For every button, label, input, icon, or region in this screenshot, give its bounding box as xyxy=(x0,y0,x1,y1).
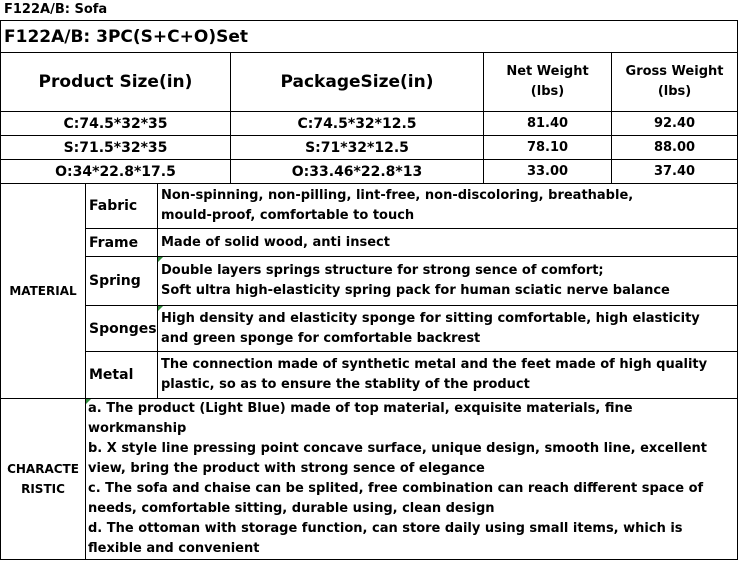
characteristic-line: needs, comfortable sitting, durable using, clean design xyxy=(88,501,495,516)
product-size-cell: O:34*22.8*17.5 xyxy=(1,160,231,184)
gross-weight-cell: 37.40 xyxy=(612,160,738,184)
characteristic-line: view, bring the product with strong sence of elegance xyxy=(88,461,485,476)
material-label: MATERIAL xyxy=(1,184,86,399)
characteristic-label xyxy=(1,399,86,560)
characteristic-row xyxy=(1,399,738,560)
material-row-sponges xyxy=(1,306,738,352)
material-row-frame xyxy=(1,229,738,257)
material-desc-line: Non-spinning, non-pilling, lint-free, non-discoloring, breathable, xyxy=(161,188,634,203)
characteristic-line: workmanship xyxy=(88,421,187,436)
material-desc-sponges xyxy=(158,306,738,352)
header-gross-weight xyxy=(612,53,738,112)
characteristic-text xyxy=(86,399,738,560)
material-name-metal: Metal xyxy=(86,352,158,399)
header-gross-weight-line2: (lbs) xyxy=(657,84,692,99)
material-desc-fabric xyxy=(158,184,738,229)
characteristic-line: c. The sofa and chaise can be splited, free combination can reach different space of xyxy=(88,481,704,496)
characteristic-line: a. The product (Light Blue) made of top material, exquisite materials, fine xyxy=(88,401,633,416)
material-desc-line: Made of solid wood, anti insect xyxy=(161,234,390,250)
material-desc-line: Soft ultra high-elasticity spring pack for human sciatic nerve balance xyxy=(161,283,670,298)
material-desc-frame xyxy=(158,229,738,257)
material-desc-line: and green sponge for comfortable backrest xyxy=(161,330,481,346)
header-net-weight-line1: Net Weight xyxy=(506,64,589,79)
material-desc-line: High density and elasticity sponge for sitting comfortable, high elasticity xyxy=(161,310,700,326)
table-row xyxy=(1,112,738,136)
set-title: F122A/B: 3PC(S+C+O)Set xyxy=(1,21,738,53)
header-gross-weight-line1: Gross Weight xyxy=(625,64,724,79)
table-row xyxy=(1,136,738,160)
header-row xyxy=(1,53,738,112)
material-desc-metal xyxy=(158,352,738,399)
product-size-cell: C:74.5*32*35 xyxy=(1,112,231,136)
material-row-metal xyxy=(1,352,738,399)
characteristic-label-line2: RISTIC xyxy=(21,482,65,496)
material-row-spring xyxy=(1,257,738,306)
material-name-spring: Spring xyxy=(86,257,158,306)
material-row-fabric xyxy=(1,184,738,229)
table-row xyxy=(1,160,738,184)
header-net-weight xyxy=(484,53,612,112)
material-desc-line: The connection made of synthetic metal and the feet made of high quality xyxy=(161,357,708,372)
gross-weight-cell: 88.00 xyxy=(612,136,738,160)
package-size-cell: S:71*32*12.5 xyxy=(231,136,484,160)
characteristic-line: b. X style line pressing point concave surface, unique design, smooth line, excellent xyxy=(88,441,708,456)
gross-weight-cell: 92.40 xyxy=(612,112,738,136)
characteristic-label-line1: CHARACTE xyxy=(7,462,79,476)
package-size-cell: O:33.46*22.8*13 xyxy=(231,160,484,184)
set-title-row xyxy=(1,21,738,53)
material-desc-spring xyxy=(158,257,738,306)
net-weight-cell: 33.00 xyxy=(484,160,612,184)
characteristic-line: flexible and convenient xyxy=(88,541,260,556)
material-name-frame: Frame xyxy=(86,229,158,257)
header-net-weight-line2: (lbs) xyxy=(530,84,565,99)
product-size-cell: S:71.5*32*35 xyxy=(1,136,231,160)
net-weight-cell: 78.10 xyxy=(484,136,612,160)
net-weight-cell: 81.40 xyxy=(484,112,612,136)
material-desc-line: plastic, so as to ensure the stablity of the product xyxy=(161,377,530,392)
material-desc-line: Double layers springs structure for strong sence of comfort; xyxy=(161,263,604,278)
spec-table xyxy=(0,20,738,560)
material-name-sponges: Sponges xyxy=(86,306,158,352)
material-desc-line: mould-proof, comfortable to touch xyxy=(161,208,415,223)
characteristic-line: d. The ottoman with storage function, can store daily using small items, which is xyxy=(88,521,683,536)
material-name-fabric: Fabric xyxy=(86,184,158,229)
header-product-size: Product Size(in) xyxy=(1,53,231,112)
header-package-size: PackageSize(in) xyxy=(231,53,484,112)
package-size-cell: C:74.5*32*12.5 xyxy=(231,112,484,136)
sheet-title: F122A/B: Sofa xyxy=(4,2,108,17)
